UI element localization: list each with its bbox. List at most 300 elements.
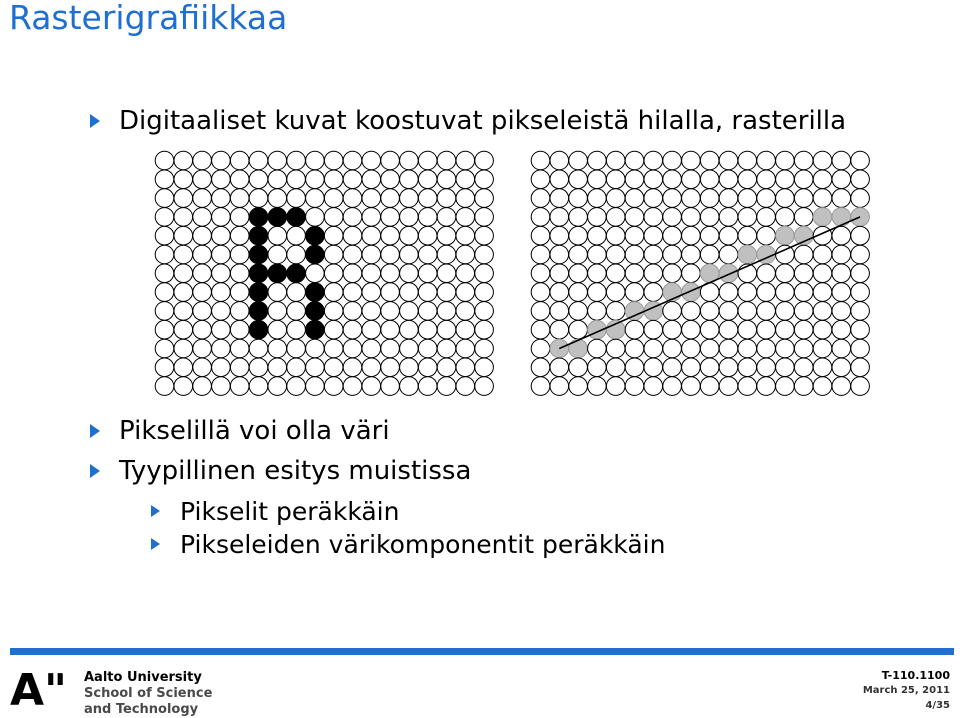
pixel-empty: [456, 339, 475, 358]
pixel-empty: [418, 189, 437, 208]
pixel-empty: [362, 189, 381, 208]
pixel-empty: [155, 226, 174, 245]
school-line-2: and Technology: [84, 702, 199, 717]
pixel-empty: [588, 151, 607, 170]
left-pixel-grid: [155, 151, 493, 395]
pixel-empty: [249, 170, 268, 189]
pixel-filled: [738, 245, 757, 264]
pixel-empty: [418, 264, 437, 283]
pixel-filled: [249, 208, 268, 227]
pixel-empty: [362, 339, 381, 358]
pixel-empty: [381, 245, 400, 264]
pixel-empty: [794, 358, 813, 377]
pixel-empty: [268, 377, 287, 396]
pixel-empty: [418, 151, 437, 170]
pixel-empty: [230, 189, 249, 208]
pixel-empty: [155, 245, 174, 264]
pixel-empty: [456, 377, 475, 396]
pixel-empty: [550, 377, 569, 396]
pixel-empty: [851, 189, 870, 208]
pixel-empty: [813, 377, 832, 396]
pixel-empty: [738, 189, 757, 208]
pixel-empty: [418, 283, 437, 302]
pixel-filled: [249, 245, 268, 264]
pixel-empty: [212, 283, 231, 302]
pixel-empty: [174, 320, 193, 339]
page-number: 4/35: [925, 700, 950, 711]
pixel-empty: [324, 170, 343, 189]
pixel-empty: [851, 339, 870, 358]
pixel-empty: [437, 226, 456, 245]
pixel-empty: [682, 208, 701, 227]
pixel-empty: [287, 283, 306, 302]
sub-bullet-2: [180, 530, 665, 560]
pixel-empty: [738, 283, 757, 302]
pixel-empty: [625, 245, 644, 264]
pixel-empty: [682, 358, 701, 377]
pixel-empty: [212, 302, 231, 321]
pixel-empty: [343, 264, 362, 283]
slide-title: Rasterigrafiikkaa: [9, 0, 288, 37]
pixel-empty: [700, 208, 719, 227]
pixel-empty: [287, 320, 306, 339]
pixel-empty: [324, 377, 343, 396]
pixel-empty: [813, 151, 832, 170]
pixel-empty: [738, 320, 757, 339]
pixel-empty: [663, 320, 682, 339]
pixel-empty: [719, 151, 738, 170]
pixel-empty: [343, 170, 362, 189]
pixel-empty: [531, 302, 550, 321]
pixel-empty: [794, 151, 813, 170]
pixel-empty: [588, 283, 607, 302]
pixel-empty: [193, 302, 212, 321]
pixel-empty: [306, 377, 325, 396]
pixel-empty: [268, 226, 287, 245]
pixel-empty: [757, 189, 776, 208]
pixel-empty: [531, 377, 550, 396]
pixel-empty: [230, 245, 249, 264]
pixel-empty: [569, 320, 588, 339]
pixel-empty: [155, 170, 174, 189]
slide-meta: [863, 668, 950, 713]
pixel-empty: [456, 358, 475, 377]
pixel-empty: [606, 189, 625, 208]
pixel-empty: [155, 264, 174, 283]
bullet-1-text: Digitaaliset kuvat koostuvat pikseleistä hilalla, rasterilla: [119, 106, 847, 136]
bullet-3-text: Tyypillinen esitys muistissa: [119, 456, 472, 486]
pixel-empty: [249, 377, 268, 396]
pixel-filled: [306, 320, 325, 339]
pixel-empty: [644, 208, 663, 227]
pixel-empty: [776, 208, 795, 227]
pixel-empty: [682, 226, 701, 245]
pixel-empty: [606, 264, 625, 283]
pixel-filled: [268, 208, 287, 227]
pixel-empty: [343, 320, 362, 339]
pixel-empty: [569, 189, 588, 208]
pixel-empty: [832, 151, 851, 170]
pixel-empty: [531, 245, 550, 264]
pixel-empty: [851, 151, 870, 170]
pixel-empty: [324, 208, 343, 227]
pixel-empty: [663, 358, 682, 377]
pixel-empty: [362, 377, 381, 396]
pixel-empty: [606, 226, 625, 245]
pixel-empty: [569, 358, 588, 377]
pixel-empty: [700, 377, 719, 396]
pixel-empty: [700, 151, 719, 170]
pixel-empty: [550, 320, 569, 339]
pixel-empty: [174, 151, 193, 170]
pixel-empty: [456, 320, 475, 339]
pixel-empty: [757, 208, 776, 227]
pixel-empty: [719, 377, 738, 396]
pixel-empty: [212, 151, 231, 170]
pixel-empty: [851, 283, 870, 302]
pixel-empty: [550, 226, 569, 245]
pixel-empty: [757, 170, 776, 189]
pixel-filled: [719, 264, 738, 283]
pixel-empty: [700, 320, 719, 339]
sub-bullet-1-text: Pikselit peräkkäin: [180, 497, 400, 526]
pixel-empty: [569, 302, 588, 321]
pixel-empty: [381, 189, 400, 208]
pixel-filled: [249, 320, 268, 339]
pixel-empty: [644, 264, 663, 283]
pixel-empty: [324, 189, 343, 208]
pixel-empty: [193, 189, 212, 208]
pixel-empty: [794, 189, 813, 208]
pixel-empty: [606, 339, 625, 358]
pixel-empty: [287, 245, 306, 264]
pixel-empty: [437, 170, 456, 189]
pixel-empty: [418, 320, 437, 339]
pixel-empty: [644, 377, 663, 396]
pixel-empty: [832, 302, 851, 321]
pixel-empty: [550, 264, 569, 283]
pixel-empty: [851, 245, 870, 264]
pixel-empty: [738, 170, 757, 189]
pixel-empty: [719, 245, 738, 264]
pixel-filled: [287, 208, 306, 227]
pixel-empty: [700, 302, 719, 321]
pixel-empty: [343, 245, 362, 264]
sub-bullet-triangle-icon: [151, 538, 160, 550]
pixel-empty: [212, 358, 231, 377]
pixel-empty: [475, 358, 494, 377]
pixel-empty: [418, 302, 437, 321]
pixel-empty: [230, 302, 249, 321]
bullet-2: [119, 416, 390, 446]
pixel-empty: [851, 264, 870, 283]
pixel-empty: [381, 226, 400, 245]
pixel-empty: [212, 339, 231, 358]
pixel-empty: [456, 170, 475, 189]
pixel-empty: [682, 302, 701, 321]
pixel-empty: [700, 189, 719, 208]
pixel-empty: [757, 377, 776, 396]
pixel-filled: [306, 226, 325, 245]
pixel-empty: [230, 264, 249, 283]
pixel-empty: [757, 151, 776, 170]
pixel-empty: [813, 245, 832, 264]
pixel-filled: [776, 226, 795, 245]
pixel-empty: [813, 189, 832, 208]
pixel-empty: [456, 245, 475, 264]
pixel-empty: [682, 245, 701, 264]
pixel-empty: [644, 320, 663, 339]
pixel-empty: [362, 151, 381, 170]
pixel-empty: [324, 320, 343, 339]
pixel-empty: [437, 264, 456, 283]
pixel-empty: [324, 283, 343, 302]
pixel-empty: [418, 226, 437, 245]
bullet-3: [119, 456, 471, 486]
pixel-empty: [437, 320, 456, 339]
pixel-empty: [832, 170, 851, 189]
pixel-empty: [625, 189, 644, 208]
pixel-empty: [400, 189, 419, 208]
pixel-empty: [306, 151, 325, 170]
pixel-empty: [569, 151, 588, 170]
pixel-empty: [437, 339, 456, 358]
pixel-empty: [625, 170, 644, 189]
pixel-empty: [306, 358, 325, 377]
pixel-empty: [776, 358, 795, 377]
pixel-empty: [268, 302, 287, 321]
pixel-empty: [719, 320, 738, 339]
pixel-empty: [193, 320, 212, 339]
sub-bullet-1: [180, 497, 399, 527]
pixel-empty: [212, 245, 231, 264]
pixel-empty: [400, 151, 419, 170]
pixel-empty: [663, 264, 682, 283]
pixel-empty: [625, 339, 644, 358]
pixel-empty: [663, 189, 682, 208]
pixel-empty: [531, 189, 550, 208]
pixel-empty: [682, 264, 701, 283]
pixel-empty: [343, 208, 362, 227]
pixel-empty: [324, 264, 343, 283]
pixel-empty: [776, 339, 795, 358]
pixel-empty: [663, 170, 682, 189]
pixel-empty: [794, 264, 813, 283]
pixel-empty: [174, 189, 193, 208]
pixel-empty: [625, 283, 644, 302]
pixel-empty: [475, 339, 494, 358]
pixel-empty: [343, 358, 362, 377]
pixel-empty: [719, 170, 738, 189]
pixel-empty: [249, 151, 268, 170]
pixel-empty: [738, 208, 757, 227]
pixel-empty: [456, 302, 475, 321]
pixel-empty: [644, 283, 663, 302]
pixel-empty: [193, 339, 212, 358]
pixel-empty: [588, 339, 607, 358]
pixel-empty: [700, 170, 719, 189]
pixel-empty: [343, 283, 362, 302]
pixel-empty: [230, 320, 249, 339]
pixel-empty: [306, 264, 325, 283]
pixel-empty: [813, 339, 832, 358]
pixel-empty: [174, 264, 193, 283]
pixel-empty: [719, 189, 738, 208]
pixel-empty: [362, 358, 381, 377]
pixel-empty: [174, 170, 193, 189]
pixel-empty: [193, 170, 212, 189]
pixel-empty: [381, 377, 400, 396]
pixel-empty: [456, 264, 475, 283]
aalto-logo-icon: [10, 667, 74, 709]
pixel-empty: [230, 151, 249, 170]
pixel-filled: [287, 264, 306, 283]
pixel-empty: [776, 151, 795, 170]
pixel-empty: [682, 170, 701, 189]
pixel-empty: [437, 377, 456, 396]
pixel-empty: [569, 377, 588, 396]
pixel-empty: [569, 226, 588, 245]
pixel-empty: [400, 226, 419, 245]
pixel-empty: [776, 189, 795, 208]
pixel-empty: [776, 302, 795, 321]
pixel-empty: [324, 245, 343, 264]
pixel-empty: [268, 245, 287, 264]
pixel-empty: [475, 226, 494, 245]
pixel-empty: [625, 358, 644, 377]
pixel-filled: [832, 208, 851, 227]
pixel-empty: [418, 339, 437, 358]
pixel-empty: [644, 339, 663, 358]
pixel-empty: [851, 170, 870, 189]
pixel-empty: [268, 283, 287, 302]
pixel-empty: [700, 245, 719, 264]
pixel-empty: [550, 358, 569, 377]
pixel-empty: [343, 339, 362, 358]
pixel-filled: [813, 208, 832, 227]
pixel-empty: [193, 264, 212, 283]
pixel-empty: [719, 302, 738, 321]
pixel-filled: [249, 302, 268, 321]
pixel-empty: [550, 189, 569, 208]
pixel-empty: [212, 226, 231, 245]
pixel-empty: [155, 283, 174, 302]
pixel-empty: [550, 151, 569, 170]
pixel-empty: [531, 358, 550, 377]
pixel-empty: [400, 283, 419, 302]
pixel-empty: [456, 283, 475, 302]
pixel-empty: [813, 283, 832, 302]
pixel-empty: [456, 189, 475, 208]
pixel-empty: [287, 170, 306, 189]
pixel-empty: [400, 339, 419, 358]
pixel-empty: [719, 358, 738, 377]
pixel-empty: [324, 302, 343, 321]
pixel-empty: [832, 245, 851, 264]
pixel-empty: [719, 208, 738, 227]
pixel-empty: [475, 320, 494, 339]
pixel-empty: [606, 377, 625, 396]
pixel-empty: [212, 208, 231, 227]
pixel-empty: [418, 245, 437, 264]
pixel-empty: [588, 226, 607, 245]
pixel-empty: [362, 302, 381, 321]
pixel-empty: [625, 264, 644, 283]
sub-bullet-2-text: Pikseleiden värikomponentit peräkkäin: [180, 530, 666, 559]
pixel-empty: [776, 283, 795, 302]
pixel-empty: [738, 151, 757, 170]
pixel-empty: [249, 339, 268, 358]
pixel-empty: [287, 358, 306, 377]
pixel-empty: [588, 245, 607, 264]
pixel-empty: [381, 170, 400, 189]
pixel-empty: [400, 208, 419, 227]
pixel-empty: [644, 189, 663, 208]
pixel-filled: [249, 226, 268, 245]
pixel-filled: [268, 264, 287, 283]
pixel-empty: [174, 245, 193, 264]
pixel-empty: [212, 189, 231, 208]
pixel-empty: [324, 339, 343, 358]
pixel-empty: [306, 208, 325, 227]
pixel-empty: [381, 320, 400, 339]
pixel-empty: [757, 283, 776, 302]
pixel-empty: [550, 208, 569, 227]
pixel-empty: [155, 377, 174, 396]
pixel-empty: [588, 302, 607, 321]
pixel-empty: [569, 170, 588, 189]
pixel-empty: [794, 208, 813, 227]
pixel-empty: [682, 151, 701, 170]
pixel-empty: [588, 358, 607, 377]
pixel-empty: [719, 339, 738, 358]
pixel-empty: [776, 320, 795, 339]
pixel-empty: [682, 377, 701, 396]
pixel-empty: [757, 302, 776, 321]
pixel-empty: [437, 208, 456, 227]
pixel-empty: [400, 358, 419, 377]
pixel-empty: [381, 339, 400, 358]
pixel-empty: [550, 170, 569, 189]
pixel-empty: [794, 170, 813, 189]
pixel-empty: [475, 189, 494, 208]
pixel-empty: [362, 320, 381, 339]
pixel-empty: [174, 339, 193, 358]
pixel-empty: [287, 226, 306, 245]
pixel-empty: [569, 283, 588, 302]
pixel-empty: [381, 208, 400, 227]
pixel-empty: [268, 189, 287, 208]
pixel-empty: [437, 358, 456, 377]
pixel-empty: [456, 151, 475, 170]
pixel-empty: [193, 151, 212, 170]
pixel-empty: [456, 226, 475, 245]
pixel-empty: [569, 245, 588, 264]
pixel-empty: [531, 283, 550, 302]
pixel-empty: [700, 226, 719, 245]
pixel-empty: [193, 377, 212, 396]
pixel-empty: [832, 358, 851, 377]
pixel-empty: [212, 320, 231, 339]
pixel-empty: [193, 208, 212, 227]
pixel-empty: [531, 151, 550, 170]
pixel-empty: [738, 377, 757, 396]
pixel-empty: [832, 283, 851, 302]
pixel-empty: [644, 226, 663, 245]
pixel-empty: [268, 170, 287, 189]
pixel-empty: [776, 170, 795, 189]
pixel-empty: [682, 320, 701, 339]
